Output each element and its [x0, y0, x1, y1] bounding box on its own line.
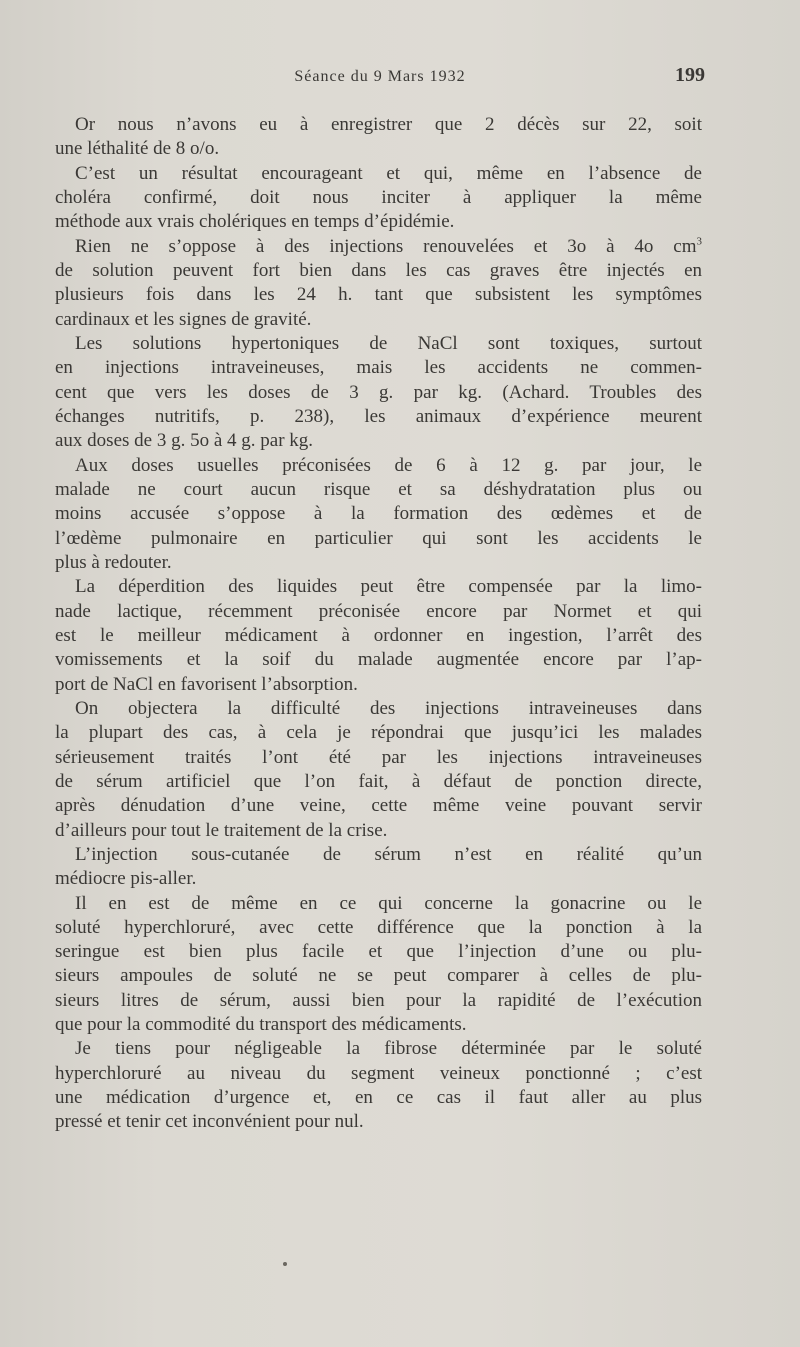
text-line: choléra confirmé, doit nous inciter à appliquer la même [55, 186, 702, 208]
text-line: vomissements et la soif du malade augmentée encore par l’ap- [55, 649, 702, 671]
text-line: après dénudation d’une veine, cette même veine pouvant servir [55, 795, 702, 817]
text-line: une léthalité de 8 o/o. [55, 138, 220, 160]
text-line: On objectera la difficulté des injections intraveineuses dans [75, 697, 702, 719]
text-line: C’est un résultat encourageant et qui, même en l’absence de [75, 162, 702, 184]
superscript: 3 [696, 235, 702, 248]
ink-dot [283, 1262, 287, 1266]
text-line: Il en est de même en ce qui concerne la gonacrine ou le [75, 892, 702, 914]
text-line: sieurs litres de sérum, aussi bien pour la rapidité de l’exécution [55, 989, 702, 1011]
text-line: L’injection sous-cutanée de sérum n’est en réalité qu’un [75, 843, 702, 865]
text-line: nade lactique, récemment préconisée encore par Normet et qui [55, 600, 702, 622]
text-line: plusieurs fois dans les 24 h. tant que subsistent les symptômes [55, 284, 702, 306]
text-line: d’ailleurs pour tout le traitement de la crise. [55, 819, 388, 841]
text-line: en injections intraveineuses, mais les accidents ne commen- [55, 357, 702, 379]
running-head: Séance du 9 Mars 1932 [294, 68, 466, 85]
text-line: La déperdition des liquides peut être compensée par la limo- [75, 576, 702, 598]
text-line: cent que vers les doses de 3 g. par kg. (Achard. Troubles des [55, 381, 702, 403]
text-line: soluté hyperchloruré, avec cette différence que la ponction à la [55, 916, 702, 938]
text-line: de sérum artificiel que l’on fait, à défaut de ponction directe, [55, 770, 702, 792]
text-line [55, 235, 702, 259]
text-line: Les solutions hypertoniques de NaCl sont toxiques, surtout [75, 332, 702, 354]
text-line: pressé et tenir cet inconvénient pour nul. [55, 1111, 364, 1133]
text-line: sérieusement traités l’ont été par les injections intraveineuses [55, 746, 702, 768]
body-text [55, 113, 702, 1135]
text-line: méthode aux vrais cholériques en temps d’épidémie. [55, 211, 455, 233]
text-line: est le meilleur médicament à ordonner en ingestion, l’arrêt des [55, 624, 702, 646]
text-line: de solution peuvent fort bien dans les cas graves être injectés en [55, 259, 702, 281]
text-line: Or nous n’avons eu à enregistrer que 2 décès sur 22, soit [75, 114, 702, 135]
text-line: Aux doses usuelles préconisées de 6 à 12 g. par jour, le [75, 454, 702, 476]
text-line: cardinaux et les signes de gravité. [55, 308, 312, 330]
page-header [55, 60, 705, 94]
text-line: sieurs ampoules de soluté ne se peut comparer à celles de plu- [55, 965, 702, 987]
text-line: moins accusée s’oppose à la formation des œdèmes et de [55, 503, 702, 525]
text-line: seringue est bien plus facile et que l’injection d’une ou plu- [55, 941, 702, 963]
text-line: échanges nutritifs, p. 238), les animaux d’expérience meurent [55, 405, 702, 427]
text-line: plus à redouter. [55, 551, 172, 573]
text-line: port de NaCl en favorisent l’absorption. [55, 673, 358, 695]
text-line: l’œdème pulmonaire en particulier qui sont les accidents le [55, 527, 702, 549]
text-line: une médication d’urgence et, en ce cas il faut aller au plus [55, 1087, 702, 1109]
text-line: Je tiens pour négligeable la fibrose déterminée par le soluté [75, 1038, 702, 1060]
page-number: 199 [675, 64, 705, 86]
text-line: médiocre pis-aller. [55, 868, 197, 890]
text-line-content: Rien ne s’oppose à des injections renouvelées et 3o à 4o cm [75, 235, 697, 257]
text-line: hyperchloruré au niveau du segment veineux ponctionné ; c’est [55, 1062, 702, 1084]
text-line: que pour la commodité du transport des médicaments. [55, 1014, 467, 1036]
text-line: la plupart des cas, à cela je répondrai que jusqu’ici les malades [55, 722, 702, 744]
text-line: malade ne court aucun risque et sa déshydratation plus ou [55, 478, 702, 500]
text-line: aux doses de 3 g. 5o à 4 g. par kg. [55, 430, 314, 452]
